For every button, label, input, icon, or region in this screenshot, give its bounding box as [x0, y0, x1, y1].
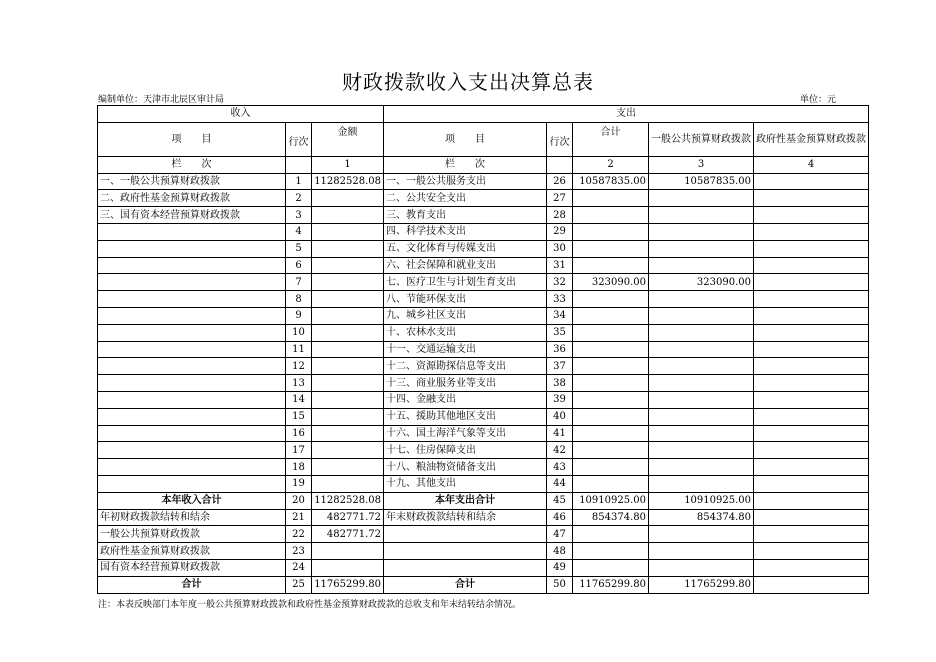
income-item-cell	[98, 307, 286, 324]
expense-item-cell: 十、农林水支出	[384, 324, 547, 341]
expense-general-budget-cell	[649, 324, 754, 341]
empty-cell	[286, 156, 312, 173]
table-row	[98, 391, 869, 408]
expense-rowno-cell: 36	[547, 341, 573, 358]
expense-total-cell: 323090.00	[573, 274, 649, 291]
income-item-cell	[98, 459, 286, 476]
expense-rowno-cell: 34	[547, 307, 573, 324]
expense-rowno-cell: 33	[547, 291, 573, 308]
expense-rowno-cell: 32	[547, 274, 573, 291]
expense-general-budget-cell	[649, 341, 754, 358]
expense-rowno-cell: 48	[547, 543, 573, 560]
expense-item-cell: 十三、商业服务业等支出	[384, 375, 547, 392]
income-rowno-cell: 6	[286, 257, 312, 274]
expense-general-budget-cell: 854374.80	[649, 509, 754, 526]
income-item-header: 项 目	[98, 122, 286, 156]
income-item-cell	[98, 375, 286, 392]
expense-item-cell: 合计	[384, 576, 547, 593]
expense-gov-fund-cell	[754, 207, 869, 224]
table-row	[98, 341, 869, 358]
expense-item-cell	[384, 543, 547, 560]
income-amount-cell	[312, 341, 384, 358]
income-item-cell	[98, 324, 286, 341]
table-row	[98, 223, 869, 240]
expense-total-cell	[573, 543, 649, 560]
expense-total-cell	[573, 408, 649, 425]
income-amount-cell	[312, 459, 384, 476]
expense-total-cell	[573, 442, 649, 459]
summary-row	[98, 559, 869, 576]
expense-rowno-cell: 47	[547, 526, 573, 543]
table-row	[98, 375, 869, 392]
expense-item-cell: 十八、粮油物资储备支出	[384, 459, 547, 476]
expense-rowno-cell: 31	[547, 257, 573, 274]
table-row	[98, 459, 869, 476]
income-item-cell	[98, 358, 286, 375]
expense-total-cell: 854374.80	[573, 509, 649, 526]
expense-gov-fund-cell	[754, 442, 869, 459]
income-rowno-cell: 4	[286, 223, 312, 240]
expense-general-budget-cell: 323090.00	[649, 274, 754, 291]
expense-gov-fund-cell	[754, 324, 869, 341]
income-amount-cell	[312, 307, 384, 324]
summary-row	[98, 526, 869, 543]
expense-general-budget-cell	[649, 190, 754, 207]
income-amount-cell: 482771.72	[312, 509, 384, 526]
income-amount-cell	[312, 190, 384, 207]
expense-general-budget-cell	[649, 442, 754, 459]
expense-total-cell	[573, 526, 649, 543]
expense-item-cell: 十五、援助其他地区支出	[384, 408, 547, 425]
general-budget-header: 一般公共预算财政拨款	[649, 122, 754, 156]
income-item-cell: 政府性基金预算财政拨款	[98, 543, 286, 560]
expense-item-cell: 十九、其他支出	[384, 475, 547, 492]
expense-gov-fund-cell	[754, 240, 869, 257]
expense-general-budget-cell	[649, 559, 754, 576]
expense-total-cell	[573, 207, 649, 224]
expense-general-budget-cell	[649, 526, 754, 543]
expense-total-cell	[573, 223, 649, 240]
income-amount-cell	[312, 543, 384, 560]
expense-item-cell: 十一、交通运输支出	[384, 341, 547, 358]
income-rowno-cell: 14	[286, 391, 312, 408]
expense-rowno-cell: 41	[547, 425, 573, 442]
expense-general-budget-cell	[649, 375, 754, 392]
expense-item-cell: 十二、资源勘探信息等支出	[384, 358, 547, 375]
table-row	[98, 291, 869, 308]
expense-rowno-cell: 28	[547, 207, 573, 224]
expense-item-cell: 三、教育支出	[384, 207, 547, 224]
summary-row	[98, 543, 869, 560]
expense-rowno-cell: 39	[547, 391, 573, 408]
expense-gov-fund-cell	[754, 509, 869, 526]
income-amount-cell	[312, 358, 384, 375]
expense-item-cell: 十六、国土海洋气象等支出	[384, 425, 547, 442]
table-row	[98, 257, 869, 274]
expense-general-budget-cell: 11765299.80	[649, 576, 754, 593]
expense-general-budget-cell	[649, 459, 754, 476]
expense-gov-fund-cell	[754, 190, 869, 207]
expense-gov-fund-cell	[754, 492, 869, 509]
expense-gov-fund-cell	[754, 526, 869, 543]
income-item-cell	[98, 274, 286, 291]
summary-row	[98, 509, 869, 526]
expense-total-cell: 10587835.00	[573, 173, 649, 190]
expense-total-cell	[573, 341, 649, 358]
income-rowno-cell: 5	[286, 240, 312, 257]
income-rowno-cell: 21	[286, 509, 312, 526]
income-item-cell	[98, 240, 286, 257]
expense-rowno-cell: 46	[547, 509, 573, 526]
income-rowno-cell: 8	[286, 291, 312, 308]
income-item-cell	[98, 475, 286, 492]
income-item-cell: 二、政府性基金预算财政拨款	[98, 190, 286, 207]
expense-general-budget-cell	[649, 291, 754, 308]
expense-gov-fund-cell	[754, 358, 869, 375]
income-amount-cell	[312, 375, 384, 392]
expense-total-cell: 11765299.80	[573, 576, 649, 593]
income-item-cell	[98, 291, 286, 308]
expense-gov-fund-cell	[754, 425, 869, 442]
expense-item-cell: 一、一般公共服务支出	[384, 173, 547, 190]
table-row	[98, 358, 869, 375]
table-row	[98, 190, 869, 207]
expense-general-budget-cell	[649, 391, 754, 408]
expense-gov-fund-cell	[754, 576, 869, 593]
expense-total-cell	[573, 257, 649, 274]
expense-gov-fund-cell	[754, 459, 869, 476]
unit-currency: 单位：元	[799, 95, 836, 105]
income-rowno-cell: 9	[286, 307, 312, 324]
expense-total-cell	[573, 291, 649, 308]
expense-general-budget-cell	[649, 240, 754, 257]
income-rowno-cell: 2	[286, 190, 312, 207]
expense-total-cell	[573, 307, 649, 324]
expense-rowno-cell: 27	[547, 190, 573, 207]
gov-fund-header: 政府性基金预算财政拨款	[754, 122, 869, 156]
expense-rowno-cell: 50	[547, 576, 573, 593]
table-row	[98, 475, 869, 492]
income-item-cell	[98, 257, 286, 274]
income-item-cell	[98, 341, 286, 358]
income-item-cell	[98, 442, 286, 459]
expense-gov-fund-cell	[754, 291, 869, 308]
expense-total-cell	[573, 375, 649, 392]
expense-general-budget-cell	[649, 425, 754, 442]
expense-gov-fund-cell	[754, 223, 869, 240]
income-rowno-cell: 18	[286, 459, 312, 476]
income-amount-header: 金额	[312, 122, 384, 156]
income-item-cell	[98, 223, 286, 240]
expense-gov-fund-cell	[754, 559, 869, 576]
expense-item-cell	[384, 526, 547, 543]
expense-general-budget-cell	[649, 223, 754, 240]
income-amount-cell	[312, 391, 384, 408]
income-item-cell: 三、国有资本经营预算财政拨款	[98, 207, 286, 224]
expense-rowno-cell: 38	[547, 375, 573, 392]
table-row	[98, 442, 869, 459]
table-row	[98, 408, 869, 425]
income-rowno-cell: 11	[286, 341, 312, 358]
income-item-cell	[98, 391, 286, 408]
table-row	[98, 307, 869, 324]
income-rowno-cell: 13	[286, 375, 312, 392]
income-item-cell: 年初财政拨款结转和结余	[98, 509, 286, 526]
income-amount-cell	[312, 475, 384, 492]
expense-item-cell: 本年支出合计	[384, 492, 547, 509]
income-amount-cell	[312, 442, 384, 459]
expense-item-cell: 七、医疗卫生与计划生育支出	[384, 274, 547, 291]
expense-total-cell	[573, 391, 649, 408]
expense-item-cell: 九、城乡社区支出	[384, 307, 547, 324]
expense-gov-fund-cell	[754, 543, 869, 560]
income-rowno-cell: 23	[286, 543, 312, 560]
expense-item-cell: 四、科学技术支出	[384, 223, 547, 240]
expense-total-cell	[573, 190, 649, 207]
income-amount-cell	[312, 240, 384, 257]
income-amount-cell: 482771.72	[312, 526, 384, 543]
table-row	[98, 240, 869, 257]
income-item-cell: 一、一般公共预算财政拨款	[98, 173, 286, 190]
table-row	[98, 207, 869, 224]
income-amount-cell	[312, 559, 384, 576]
expense-item-cell	[384, 559, 547, 576]
income-amount-cell: 11282528.08	[312, 173, 384, 190]
expense-rowno-cell: 26	[547, 173, 573, 190]
income-item-cell: 国有资本经营预算财政拨款	[98, 559, 286, 576]
expense-col-label: 栏 次	[384, 156, 547, 173]
summary-row	[98, 492, 869, 509]
table-row	[98, 173, 869, 190]
income-item-cell: 合计	[98, 576, 286, 593]
expense-general-budget-cell	[649, 207, 754, 224]
expense-total-cell	[573, 324, 649, 341]
expense-general-budget-cell	[649, 307, 754, 324]
income-item-cell: 一般公共预算财政拨款	[98, 526, 286, 543]
column-index-row	[98, 156, 869, 173]
col-index-3: 3	[649, 156, 754, 173]
expense-rowno-cell: 43	[547, 459, 573, 476]
income-rowno-cell: 22	[286, 526, 312, 543]
expense-item-cell: 十七、住房保障支出	[384, 442, 547, 459]
expense-item-cell: 二、公共安全支出	[384, 190, 547, 207]
expense-general-budget-cell	[649, 257, 754, 274]
income-item-cell: 本年收入合计	[98, 492, 286, 509]
expense-general-budget-cell	[649, 408, 754, 425]
income-rowno-cell: 10	[286, 324, 312, 341]
expense-gov-fund-cell	[754, 475, 869, 492]
expense-rowno-cell: 49	[547, 559, 573, 576]
table-row	[98, 425, 869, 442]
col-index-4: 4	[754, 156, 869, 173]
expense-general-budget-cell	[649, 475, 754, 492]
income-amount-cell	[312, 223, 384, 240]
income-rowno-header: 行次	[286, 122, 312, 156]
header-row-sections	[98, 106, 869, 123]
expense-item-cell: 年末财政拨款结转和结余	[384, 509, 547, 526]
expense-item-cell: 六、社会保障和就业支出	[384, 257, 547, 274]
expense-general-budget-cell: 10910925.00	[649, 492, 754, 509]
income-rowno-cell: 16	[286, 425, 312, 442]
empty-cell	[547, 156, 573, 173]
income-rowno-cell: 15	[286, 408, 312, 425]
expense-rowno-cell: 29	[547, 223, 573, 240]
income-amount-cell	[312, 257, 384, 274]
expense-item-cell: 十四、金融支出	[384, 391, 547, 408]
income-rowno-cell: 19	[286, 475, 312, 492]
income-amount-cell	[312, 291, 384, 308]
expense-gov-fund-cell	[754, 257, 869, 274]
income-item-cell	[98, 425, 286, 442]
income-rowno-cell: 25	[286, 576, 312, 593]
summary-row	[98, 576, 869, 593]
income-amount-cell: 11765299.80	[312, 576, 384, 593]
expense-total-cell	[573, 559, 649, 576]
expense-gov-fund-cell	[754, 375, 869, 392]
header-row-columns	[98, 122, 869, 156]
income-rowno-cell: 20	[286, 492, 312, 509]
income-col-label: 栏 次	[98, 156, 286, 173]
footnote: 注：本表反映部门本年度一般公共预算财政拨款和政府性基金预算财政拨款的总收支和年末结转结余情况。	[98, 600, 522, 610]
income-amount-cell	[312, 425, 384, 442]
expense-total-cell	[573, 425, 649, 442]
expense-rowno-cell: 35	[547, 324, 573, 341]
report-title: 财政拨款收入支出决算总表	[342, 70, 594, 94]
unit-org: 编制单位：天津市北辰区审计局	[98, 95, 225, 105]
expense-gov-fund-cell	[754, 408, 869, 425]
income-amount-cell	[312, 324, 384, 341]
expense-gov-fund-cell	[754, 391, 869, 408]
expense-item-header: 项 目	[384, 122, 547, 156]
expense-gov-fund-cell	[754, 341, 869, 358]
income-rowno-cell: 3	[286, 207, 312, 224]
income-amount-cell: 11282528.08	[312, 492, 384, 509]
expense-general-budget-cell: 10587835.00	[649, 173, 754, 190]
table-row	[98, 324, 869, 341]
col-index-2: 2	[573, 156, 649, 173]
expense-total-cell: 10910925.00	[573, 492, 649, 509]
income-rowno-cell: 7	[286, 274, 312, 291]
expense-rowno-cell: 30	[547, 240, 573, 257]
expense-total-cell	[573, 358, 649, 375]
expense-rowno-cell: 37	[547, 358, 573, 375]
expense-header: 支出	[384, 106, 869, 123]
income-amount-cell	[312, 207, 384, 224]
expense-item-cell: 八、节能环保支出	[384, 291, 547, 308]
table-row	[98, 274, 869, 291]
income-rowno-cell: 1	[286, 173, 312, 190]
budget-table	[97, 105, 869, 594]
expense-total-cell	[573, 475, 649, 492]
expense-gov-fund-cell	[754, 307, 869, 324]
income-header: 收入	[98, 106, 384, 123]
income-amount-cell	[312, 408, 384, 425]
expense-general-budget-cell	[649, 543, 754, 560]
expense-rowno-cell: 40	[547, 408, 573, 425]
income-rowno-cell: 12	[286, 358, 312, 375]
col-index-1: 1	[312, 156, 384, 173]
expense-gov-fund-cell	[754, 173, 869, 190]
expense-total-header: 合计	[573, 122, 649, 156]
expense-rowno-cell: 42	[547, 442, 573, 459]
expense-total-cell	[573, 240, 649, 257]
expense-rowno-header: 行次	[547, 122, 573, 156]
expense-total-cell	[573, 459, 649, 476]
income-amount-cell	[312, 274, 384, 291]
expense-item-cell: 五、文化体育与传媒支出	[384, 240, 547, 257]
income-rowno-cell: 24	[286, 559, 312, 576]
income-rowno-cell: 17	[286, 442, 312, 459]
expense-general-budget-cell	[649, 358, 754, 375]
income-item-cell	[98, 408, 286, 425]
expense-rowno-cell: 45	[547, 492, 573, 509]
expense-rowno-cell: 44	[547, 475, 573, 492]
expense-gov-fund-cell	[754, 274, 869, 291]
